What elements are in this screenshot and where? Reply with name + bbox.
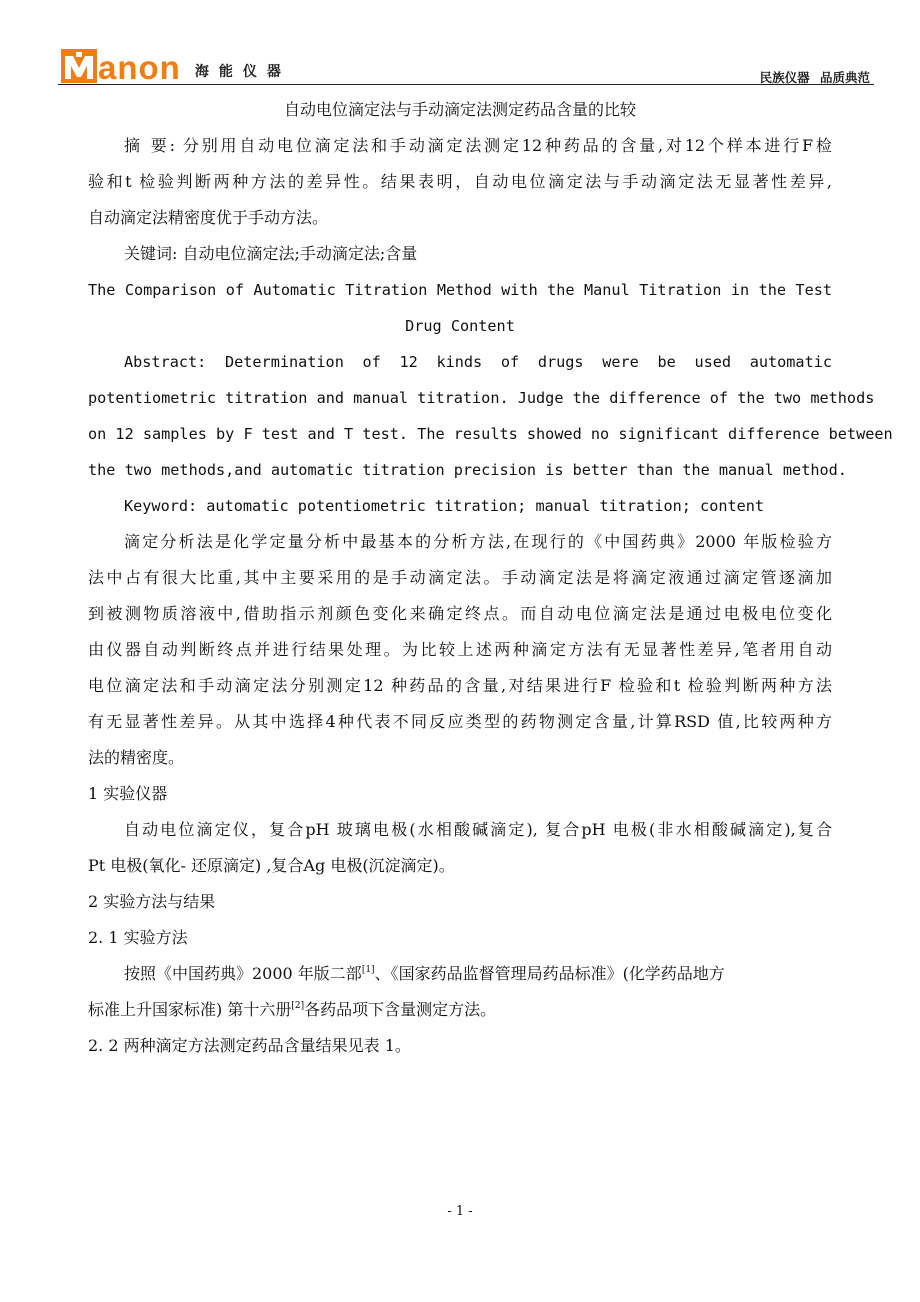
intro-line: 电位滴定法和手动滴定法分别测定12 种药品的含量,对结果进行F 检验和t 检验判断两种方法 (88, 676, 832, 695)
keywords-cn: 关键词: 自动电位滴定法;手动滴定法;含量 (124, 244, 418, 263)
logo-wordmark: anon (98, 49, 181, 86)
header-rule (58, 84, 874, 85)
section-1-text: 自动电位滴定仪，复合pH 玻璃电极(水相酸碱滴定), 复合pH 电极(非水相酸碱滴定),复合 (124, 820, 832, 839)
intro-line: 法的精密度。 (88, 748, 185, 767)
abstract-cn-line: 自动滴定法精密度优于手动方法。 (88, 208, 329, 227)
intro-line: 滴定分析法是化学定量分析中最基本的分析方法,在现行的《中国药典》2000 年版检验方 (124, 532, 832, 551)
section-2-2-text: 2. 2 两种滴定方法测定药品含量结果见表 1。 (88, 1036, 411, 1055)
section-2-1-text (88, 992, 832, 1028)
abstract-en-line: the two methods,and automatic titration precision is better than the manual method. (88, 461, 847, 479)
citation-2: [2] (291, 1001, 305, 1011)
text-run: 各药品项下含量测定方法。 (304, 1000, 497, 1019)
section-2-heading: 2 实验方法与结果 (88, 892, 216, 911)
page-header (58, 42, 872, 88)
text-run: 按照《中国药典》2000 年版二部 (124, 964, 362, 983)
logo-chinese-name: 海能仪器 (194, 64, 291, 80)
text-run: 、《国家药品监督管理局药品标准》(化学药品地方 (374, 964, 725, 983)
page-number: - 1 - (447, 1204, 473, 1219)
intro-line: 由仪器自动判断终点并进行结果处理。为比较上述两种滴定方法有无显著性差异,笔者用自动 (88, 640, 832, 659)
section-2-1-heading: 2. 1 实验方法 (88, 928, 188, 947)
abstract-en-line: potentiometric titration and manual titration. Judge the difference of the two methods (88, 389, 875, 407)
section-1-heading: 1 实验仪器 (88, 784, 168, 803)
intro-line: 法中占有很大比重,其中主要采用的是手动滴定法。手动滴定法是将滴定液通过滴定管逐滴加 (88, 568, 832, 587)
abstract-cn-line: 验和t 检验判断两种方法的差异性。结果表明，自动电位滴定法与手动滴定法无显著性差异, (88, 172, 832, 191)
english-title-line: The Comparison of Automatic Titration Method with the Manul Titration in the Test (88, 281, 832, 299)
section-2-1-text (88, 956, 832, 992)
abstract-en-line: Abstract: Determination of 12 kinds of drugs were be used automatic (124, 353, 832, 371)
text-run: 标准上升国家标准) 第十六册 (88, 1000, 292, 1019)
intro-line: 有无显著性差异。从其中选择4种代表不同反应类型的药物测定含量,计算RSD 值,比较两种方 (88, 712, 832, 731)
document-title: 自动电位滴定法与手动滴定法测定药品含量的比较 (283, 100, 636, 119)
logo-m-icon (60, 46, 98, 84)
header-slogan: 民族仪器 品质典范 (759, 70, 870, 85)
citation-1: [1] (361, 965, 375, 975)
english-title-line: Drug Content (405, 317, 515, 335)
section-1-text: Pt 电极(氧化- 还原滴定) ,复合Ag 电极(沉淀滴定)。 (88, 856, 455, 875)
intro-line: 到被测物质溶液中,借助指示剂颜色变化来确定终点。而自动电位滴定法是通过电极电位变化 (88, 604, 832, 623)
keywords-en: Keyword: automatic potentiometric titration; manual titration; content (124, 497, 765, 515)
abstract-en-line: on 12 samples by F test and T test. The results showed no significant difference between (88, 425, 893, 443)
abstract-cn-line: 摘 要: 分别用自动电位滴定法和手动滴定法测定12种药品的含量,对12个样本进行F检 (124, 136, 832, 155)
brand-logo (60, 46, 291, 84)
document-body (88, 92, 893, 1064)
